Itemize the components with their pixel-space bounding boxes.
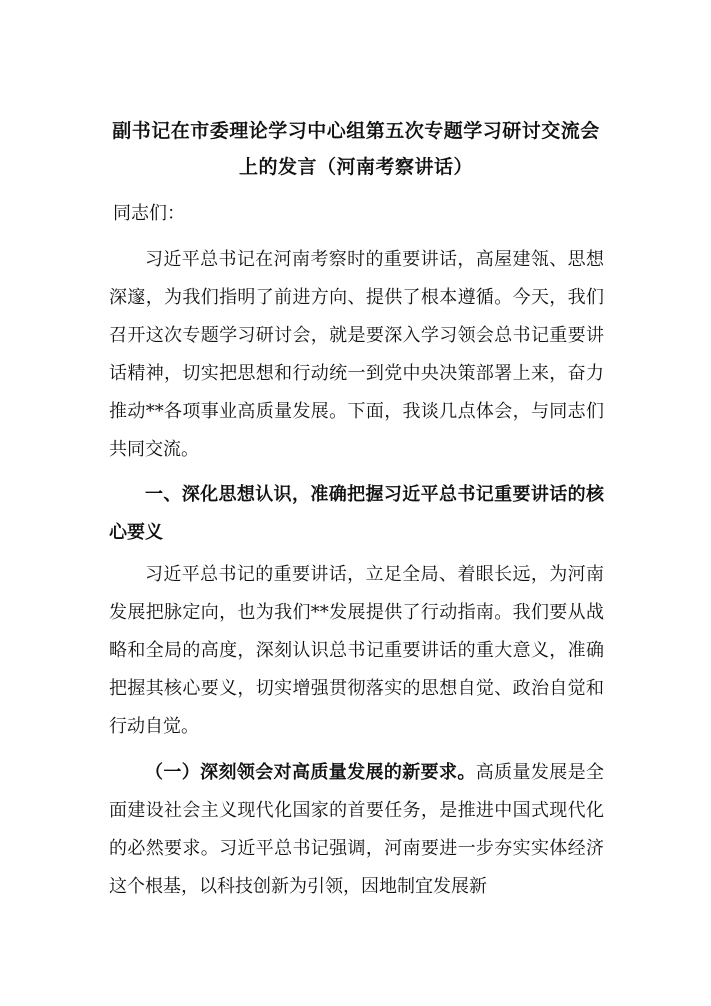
intro-paragraph: 习近平总书记在河南考察时的重要讲话，高屋建瓴、思想深邃，为我们指明了前进方向、提供了根本遵循。今天，我们召开这次专题学习研讨会，就是要深入学习领会总书记重要讲话精神，切实把思想和行动统一到党中央决策部署上来，奋力推动**各项事业高质量发展。下面，我谈几点体会，与同志们共同交流。 [109, 249, 604, 460]
section-paragraph: 习近平总书记的重要讲话，立足全局、着眼长远，为河南发展把脉定向，也为我们**发展提供了行动指南。我们要从战略和全局的高度，深刻认识总书记重要讲话的重大意义，准确把握其核心要义，切实增强贯彻落实的思想自觉、政治自觉和行动自觉。 [109, 564, 604, 737]
subsection-text: 高质量发展是全面建设社会主义现代化国家的首要任务，是推进中国式现代化的必然要求。习近平总书记强调，河南要进一步夯实实体经济这个根基，以科技创新为引领，因地制宜发展新 [109, 762, 604, 897]
subsection-heading: （一）深刻领会对高质量发展的新要求。 [145, 762, 476, 783]
salutation: 同志们： [113, 203, 185, 224]
section-heading: 一、深化思想认识，准确把握习近平总书记重要讲话的核心要义 [109, 484, 604, 543]
subsection-paragraph [109, 754, 604, 906]
document-title: 副书记在市委理论学习中心组第五次专题学习研讨交流会上的发言（河南考察讲话） [112, 120, 600, 178]
